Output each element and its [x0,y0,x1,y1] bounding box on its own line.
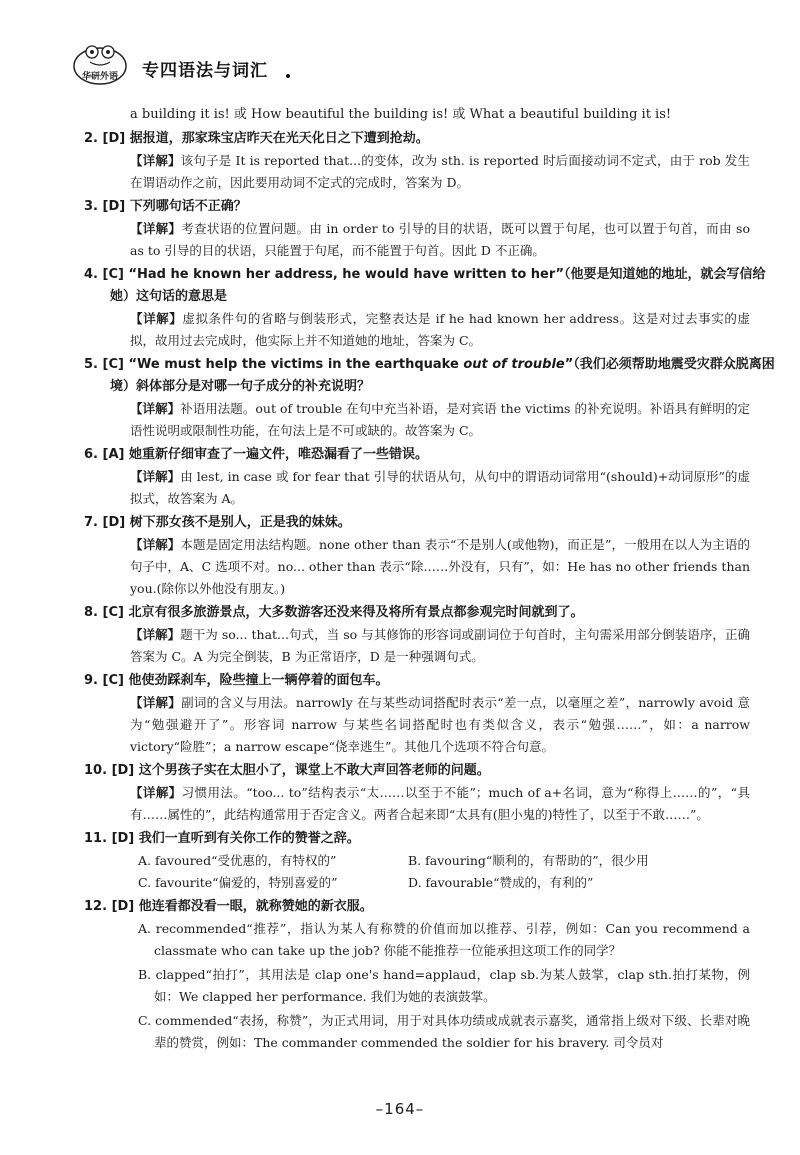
item-answer: [C] [102,673,124,688]
item-detail [110,150,750,194]
detail-tag: 【详解】 [130,785,182,800]
item-answer: [C] [102,357,124,372]
item-answer: [D] [102,199,126,214]
detail-tag: 【详解】 [130,469,181,484]
detail-text: 副词的含义与用法。narrowly 在与某些动词搭配时表示“差一点，以毫厘之差”，narrowly avoid 意为“勉强避开了”。形容词 narrow 与某些名词搭配时也有类似含义，表示“勉强……”，如：a narrow victory“险胜”；a narrow escape“侥幸逃生”。其他几个选项不符合句意。 [130,695,750,754]
item-detail [110,782,750,826]
header-title: 专四语法与词汇 [142,61,268,81]
page-header [72,38,372,88]
item-question-text: 树下那女孩不是别人，正是我的妹妹。 [129,515,351,530]
answer-item [84,128,750,194]
item-question-text: 这个男孩子实在太胆小了，课堂上不敢大声回答老师的问题。 [138,763,490,778]
item-question-text: 他连看都没看一眼，就称赞她的新衣服。 [138,899,373,914]
header-dot [286,74,290,78]
item-number: 3. [84,199,98,214]
frog-logo-icon [72,42,128,86]
detail-text: 本题是固定用法结构题。none other than 表示“不是别人(或他物)，而正是”，一般用在以人为主语的句子中，A、C 选项不对。no... other than 表示“除……外没有，只有”，如：He has no other friends than you.(除你以外他没有朋友。) [130,537,750,596]
item-question-text: 他使劲踩刹车，险些撞上一辆停着的面包车。 [128,673,389,688]
item-detail [110,624,750,668]
item-number: 8. [84,605,98,620]
item-answer: [D] [102,515,126,530]
detail-tag: 【详解】 [130,537,181,552]
page-number: –164– [375,1100,425,1118]
item-question-text: 她重新仔细审查了一遍文件，唯恐漏看了一些错误。 [129,447,429,462]
item-question [84,354,776,398]
item-question [84,760,776,782]
item-question [84,602,776,624]
item-number: 5. [84,357,98,372]
option-c-explanation: C. commended“表扬，称赞”，为正式用词，用于对具体功绩或成就表示嘉奖，通常指上级对下级、长辈对晚辈的赞赏，例如：The commander commended the soldier for his bravery. 司令员对 [138,1013,750,1050]
answer-item [84,264,766,352]
option-b-explanation: B. clapped“拍打”，其用法是 clap one's hand=applaud，clap sb.为某人鼓掌，clap sth.拍打某物，例如：We clapped her performance. 我们为她的表演鼓掌。 [138,967,750,1004]
answer-content [84,104,775,1056]
detail-tag: 【详解】 [130,695,182,710]
detail-text: 题干为 so... that...句式，当 so 与其修饰的形容词或副词位于句首时，主句需采用部分倒装语序，正确答案为 C。A 为完全倒装，B 为正常语序，D 是一种强调句式。 [130,627,750,664]
item-number: 11. [84,831,108,846]
item-answer: [D] [102,131,126,146]
item-detail [110,466,750,510]
detail-tag: 【详解】 [130,627,181,642]
option-b: B. favouring“顺利的，有帮助的”，很少用 [408,853,649,868]
item-question-text-tail: ”（我们必须帮助地震受灾群众脱离困境）斜体部分是对哪一句子成分的补充说明？ [110,357,775,394]
option-c: C. favourite“偏爱的，特别喜爱的” [138,875,338,890]
option-a-explanation: A. recommended“推荐”，指认为某人有称赞的价值而加以推荐、引荐，例如：Can you recommend a classmate who can take up the job? 你能不能推荐一位能承担这项工作的同学？ [138,921,750,958]
item-question [84,196,776,218]
item-question-text: 我们一直听到有关你工作的赞誉之辞。 [138,831,360,846]
answer-item [84,760,750,826]
option-d: D. favourable“赞成的，有利的” [408,875,594,890]
detail-tag: 【详解】 [130,221,182,236]
item-question [84,828,776,850]
item-answer: [D] [111,899,135,914]
item-number: 6. [84,447,98,462]
item-answer: [D] [111,831,135,846]
answer-item [84,670,750,758]
item-detail [110,308,750,352]
answer-item [84,354,775,442]
answer-item [84,512,750,600]
item-detail [110,692,750,758]
continuation-line: a building it is! 或 How beautiful the building is! 或 What a beautiful building it is! [130,107,672,122]
answer-item [84,828,750,894]
item-question-text: 下列哪句话不正确？ [129,199,247,214]
item-question [84,128,776,150]
item-question [84,264,776,308]
detail-text: 考查状语的位置问题。由 in order to 引导的目的状语，既可以置于句尾，也可以置于句首，而由 so as to 引导的目的状语，只能置于句尾，而不能置于句首。因此 D 不正确。 [130,221,750,258]
item-question [84,896,776,918]
detail-text: 补语用法题。out of trouble 在句中充当补语，是对宾语 the victims 的补充说明。补语具有鲜明的定语性说明或限制性功能，在句法上是不可或缺的。故答案为 C。 [130,401,750,438]
item-answer: [A] [102,447,125,462]
item-number: 9. [84,673,98,688]
detail-text: 习惯用法。“too... to”结构表示“太……以至于不能”；much of a+名词，意为“称得上……的”，“具有……属性的”，此结构通常用于否定含义。两者合起来即“太具有(胆小鬼的)特性了，以至于不敢……”。 [130,785,750,822]
detail-text: 虚拟条件句的省略与倒装形式，完整表达是 if he had known her address。这是对过去事实的虚拟，故用过去完成时，他实际上并不知道她的地址，答案为 C。 [130,311,750,348]
option-a: A. favoured“受优惠的，有特权的” [138,853,337,868]
detail-tag: 【详解】 [130,153,181,168]
detail-text: 该句子是 It is reported that...的变体，改为 sth. is reported 时后面接动词不定式，由于 rob 发生在谓语动作之前，因此要用动词不定式的完成时，答案为 D。 [130,153,750,190]
item-number: 12. [84,899,108,914]
answer-item [84,896,750,1054]
publisher-logo [72,42,128,86]
item-question [84,512,776,534]
item-question-italic: out of trouble [463,357,565,372]
item-number: 2. [84,131,98,146]
answer-item [84,602,750,668]
detail-text: 由 lest, in case 或 for fear that 引导的状语从句，从句中的谓语动词常用“(should)+动词原形”的虚拟式，故答案为 A。 [130,469,750,506]
item-question [84,670,776,692]
item-answer: [C] [102,267,124,282]
option-list [110,850,750,894]
item-question-text: “Had he known her address, he would have written to her”（他要是知道她的地址，就会写信给她）这句话的意思是 [110,267,766,304]
item-answer: [C] [102,605,124,620]
item-question-text: 北京有很多旅游景点，大多数游客还没来得及将所有景点都参观完时间就到了。 [128,605,584,620]
item-number: 7. [84,515,98,530]
detail-tag: 【详解】 [130,401,181,416]
item-question-text: “We must help the victims in the earthquake [128,357,464,372]
item-number: 10. [84,763,108,778]
svg-text:华研外语: 华研外语 [81,72,119,82]
item-question-text: 据报道，那家珠宝店昨天在光天化日之下遭到抢劫。 [129,131,429,146]
detail-tag: 【详解】 [130,311,183,326]
item-detail [110,398,750,442]
answer-item [84,444,750,510]
item-question [84,444,776,466]
item-answer: [D] [111,763,135,778]
item-detail [110,534,750,600]
item-detail [110,218,750,262]
item-number: 4. [84,267,98,282]
answer-item [84,196,750,262]
